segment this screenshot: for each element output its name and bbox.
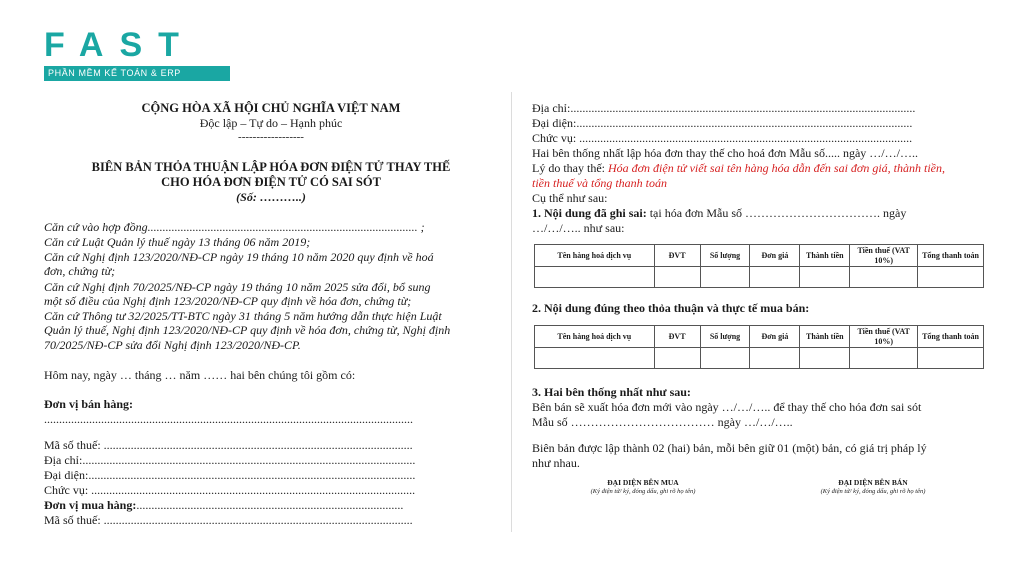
column-header: Tiền thuế (VAT 10%) [850,326,918,348]
basis-line: đơn, chứng từ; [44,264,116,278]
column-header: Thành tiền [800,326,850,348]
buyer-representative-field: Đại diện:................................................................................................................ [532,116,913,130]
wrong-content-table [534,244,984,288]
buyer-signature-block [558,478,728,496]
national-motto: Độc lập – Tự do – Hạnh phúc [199,116,343,130]
table-header-row [535,245,984,267]
column-header: ĐVT [654,245,700,267]
seller-name-field: ........................................................................................................................... [44,412,413,426]
reason-label: Lý do thay thế: [532,161,608,175]
buyer-name-field: ......................................................................................... [136,498,404,512]
fast-logo [44,28,230,84]
copies-line-1: Biên bản được lập thành 02 (hai) bản, mỗi bên giữ 01 (một) bản, có giá trị pháp lý [532,441,927,455]
page-divider [511,92,512,532]
table-row [535,267,984,288]
seller-signature-title: ĐẠI DIỆN BÊN BÁN [838,478,908,487]
section-1-text: tại hóa đơn Mẫu số ……………………………. ngày [649,206,907,220]
buyer-signature-title: ĐẠI DIỆN BÊN MUA [607,478,679,487]
document-page-right [518,88,990,532]
seller-tax-code-field: Mã số thuế: ....................................................................................................... [44,438,413,452]
buyer-row [44,498,403,512]
section-3-line-2: Mẫu số ……………………………… ngày …/…/….. [532,415,793,429]
seller-label: Đơn vị bán hàng: [44,397,134,411]
basis-line: Căn cứ Thông tư 32/2025/TT-BTC ngày 31 tháng 5 năm hướng dẫn thực hiện Luật [44,309,442,323]
document-number: (Số: ………..) [236,190,306,204]
seller-address-field: Địa chỉ:............................................................................................................... [44,453,416,467]
agreement-line: Hai bên thống nhất lập hóa đơn thay thế cho hoá đơn Mẫu số..... ngày …/…/….. [532,146,918,160]
buyer-tax-code-field: Mã số thuế: ....................................................................................................... [44,513,413,527]
basis-line: Căn cứ Nghị định 123/2020/NĐ-CP ngày 19 tháng 10 năm 2020 quy định về hoá [44,250,434,264]
basis-line: Căn cứ Nghị định 70/2025/NĐ-CP ngày 19 tháng 10 năm 2025 sửa đổi, bổ sung [44,280,431,294]
section-3-line-1: Bên bán sẽ xuất hóa đơn mới vào ngày …/…/….. để thay thế cho hóa đơn sai sót [532,400,922,414]
column-header: Thành tiền [800,245,850,267]
motto-rule: ------------------ [238,131,304,143]
basis-line: Quản lý thuế, Nghị định 123/2020/NĐ-CP quy định về hóa đơn, chứng từ, Nghị định [44,323,451,337]
column-header: Số lượng [700,245,750,267]
section-1-text-continued: …/…/….. như sau: [532,221,625,235]
column-header: Số lượng [700,326,750,348]
details-intro: Cụ thể như sau: [532,191,608,205]
reason-row [532,161,945,175]
section-2-heading: 2. Nội dung đúng theo thỏa thuận và thực tế mua bán: [532,301,810,315]
correct-content-table [534,325,984,369]
national-title: CỘNG HÒA XÃ HỘI CHỦ NGHĨA VIỆT NAM [141,101,401,115]
column-header: ĐVT [654,326,700,348]
buyer-label: Đơn vị mua hàng: [44,498,137,512]
section-1-heading: 1. Nội dung đã ghi sai: [532,206,650,220]
section-1-row [532,206,906,220]
column-header: Tiền thuế (VAT 10%) [850,245,918,267]
buyer-address-field: Địa chỉ:................................................................................................................... [532,101,916,115]
seller-signature-note: (Ký điện tử/ ký, đóng dấu, ghi rõ họ tên) [820,488,926,495]
section-3-heading: 3. Hai bên thống nhất như sau: [532,385,691,399]
meeting-date-line: Hôm nay, ngày … tháng … năm …… hai bên chúng tôi gồm có: [44,368,356,382]
column-header: Tên hàng hoá dịch vụ [535,245,655,267]
table-header-row [535,326,984,348]
document-title-line-2: CHO HÓA ĐƠN ĐIỆN TỬ CÓ SAI SÓT [161,175,381,189]
logo-wordmark: FAST [44,26,195,64]
table-row [535,348,984,369]
buyer-position-field: Chức vụ: ............................................................................................................... [532,131,913,145]
document-title-line-1: BIÊN BẢN THỎA THUẬN LẬP HÓA ĐƠN ĐIỆN TỬ THAY THẾ [91,160,451,174]
column-header: Tên hàng hoá dịch vụ [535,326,655,348]
seller-representative-field: Đại diện:............................................................................................................. [44,468,416,482]
column-header: Đơn giá [750,245,800,267]
document-page-left [38,88,504,532]
reason-text-continued: tiền thuế và tổng thanh toán [532,176,667,190]
column-header: Tổng thanh toán [918,326,984,348]
basis-line: 70/2025/NĐ-CP sửa đổi Nghị định 123/2020/NĐ-CP. [44,338,301,352]
basis-line: Căn cứ Luật Quản lý thuế ngày 13 tháng 06 năm 2019; [44,235,311,249]
basis-line: một số điều của Nghị định 123/2020/NĐ-CP quy định về hóa đơn, chứng từ; [44,294,412,308]
seller-position-field: Chức vụ: ............................................................................................................ [44,483,416,497]
logo-tagline: PHẦN MỀM KẾ TOÁN & ERP [44,66,230,81]
seller-signature-block [788,478,958,496]
column-header: Tổng thanh toán [918,245,984,267]
basis-line: Căn cứ vào hợp đồng.......................................................................................... ; [44,220,425,234]
copies-line-2: như nhau. [532,456,580,470]
buyer-signature-note: (Ký điện tử/ ký, đóng dấu, ghi rõ họ tên) [590,488,696,495]
reason-text: Hóa đơn điện tử viết sai tên hàng hóa dẫn đến sai đơn giá, thành tiền, [607,161,945,175]
column-header: Đơn giá [750,326,800,348]
